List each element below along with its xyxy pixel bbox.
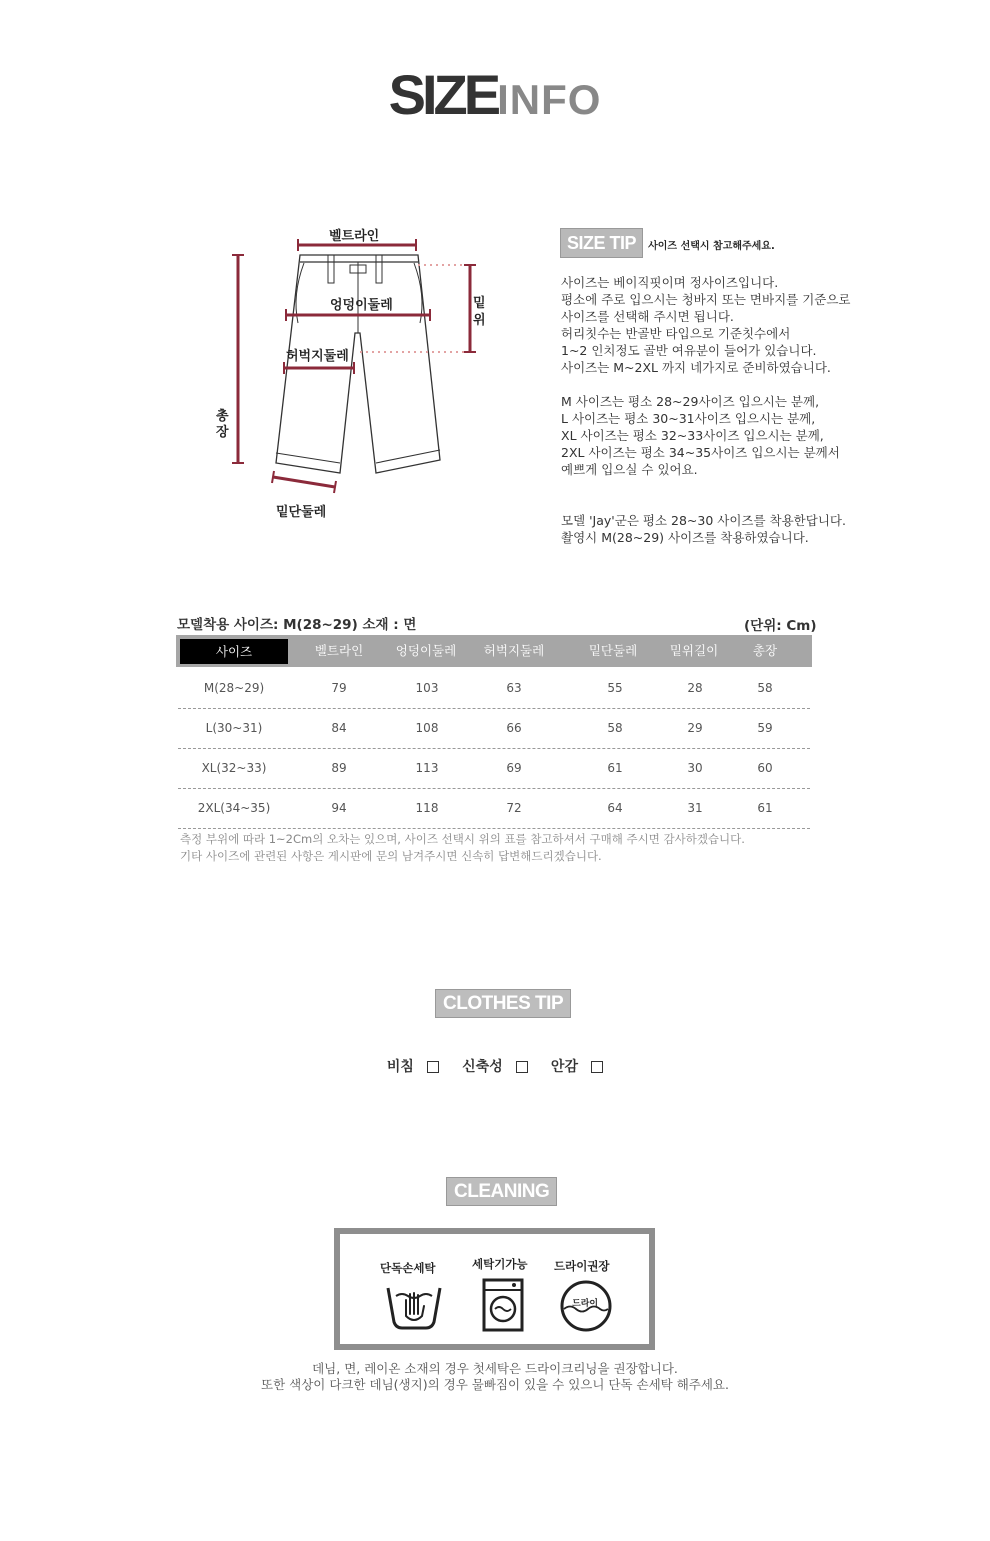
option-stretch-checkbox[interactable] xyxy=(516,1061,528,1073)
length-label-2: 장 xyxy=(216,425,229,440)
hem-label: 밑단둘레 xyxy=(276,505,327,520)
size-tip-line: 모델 'Jay'군은 평소 28~30 사이즈를 착용한답니다. xyxy=(561,513,846,528)
size-info-title xyxy=(0,62,990,127)
cleaning-symbols-box xyxy=(334,1228,655,1350)
table-cell-value: 61 xyxy=(757,801,773,815)
table-cell-value: 108 xyxy=(415,721,439,735)
size-tip-badge: SIZE TIP xyxy=(560,228,643,258)
table-cell-value: 64 xyxy=(607,801,623,815)
table-cell-value: 61 xyxy=(607,761,623,775)
table-cell-value: 31 xyxy=(687,801,703,815)
unit-caption: (단위: Cm) xyxy=(744,618,817,634)
table-cell-value: 55 xyxy=(607,681,623,695)
dry-clean-label: 드라이권장 xyxy=(554,1259,610,1273)
table-cell-value: 60 xyxy=(757,761,773,775)
belt-line-label: 벨트라인 xyxy=(329,229,380,244)
option-lining-label: 안감 xyxy=(550,1059,578,1075)
title-size: SIZE xyxy=(388,63,498,126)
size-tip-line: 사이즈는 베이직핏이며 정사이즈입니다. xyxy=(561,275,779,290)
table-cell-value: 69 xyxy=(506,761,522,775)
thigh-label: 허벅지둘레 xyxy=(286,349,349,364)
table-cell-value: 79 xyxy=(331,681,347,695)
option-lining-checkbox[interactable] xyxy=(591,1061,603,1073)
hand-wash-icon xyxy=(384,1280,444,1332)
size-tip-line: 1~2 인치정도 골반 여유분이 들어가 있습니다. xyxy=(561,343,817,358)
size-tip-line xyxy=(561,478,851,495)
size-table-header xyxy=(176,635,812,667)
size-tip-line xyxy=(561,376,851,393)
size-tip-header xyxy=(560,233,775,254)
table-cell-value: 58 xyxy=(757,681,773,695)
table-cell-value: 89 xyxy=(331,761,347,775)
size-tip-note: 사이즈 선택시 참고해주세요. xyxy=(648,241,775,252)
table-cell-value: 94 xyxy=(331,801,347,815)
size-tip-line: 예쁘게 입으실 수 있어요. xyxy=(561,462,698,477)
header-belt-line: 벨트라인 xyxy=(314,643,364,658)
size-tip-line: 촬영시 M(28~29) 사이즈를 착용하였습니다. xyxy=(561,530,809,545)
table-cell-value: 118 xyxy=(415,801,439,815)
table-cell-value: 72 xyxy=(506,801,522,815)
size-tip-body xyxy=(561,274,851,546)
table-footnote-1: 측정 부위에 따라 1~2Cm의 오차는 있으며, 사이즈 선택시 위의 표를 참고하셔서 구매해 주시면 감사하겠습니다. xyxy=(180,832,745,846)
option-stretch-label: 신축성 xyxy=(462,1059,503,1075)
pants-measurement-diagram xyxy=(200,215,510,535)
table-cell-value: 58 xyxy=(607,721,623,735)
hand-wash-label: 단독손세탁 xyxy=(380,1261,436,1275)
table-row xyxy=(178,668,810,709)
size-tip-line: 평소에 주로 입으시는 청바지 또는 면바지를 기준으로 xyxy=(561,292,851,307)
header-rise: 밑위길이 xyxy=(669,643,719,658)
title-info: INFO xyxy=(497,76,602,123)
header-thigh: 허벅지둘레 xyxy=(483,643,545,658)
table-cell-size: 2XL(34~35) xyxy=(197,801,271,815)
machine-wash-label: 세탁기가능 xyxy=(472,1257,528,1271)
header-length: 총장 xyxy=(752,643,778,658)
header-hem: 밑단둘레 xyxy=(588,643,638,658)
table-cell-value: 103 xyxy=(415,681,439,695)
table-cell-value: 113 xyxy=(415,761,439,775)
table-row xyxy=(178,788,810,829)
table-cell-value: 30 xyxy=(687,761,703,775)
clothes-tip-badge: CLOTHES TIP xyxy=(435,989,571,1018)
length-label-1: 총 xyxy=(216,409,229,424)
table-cell-value: 28 xyxy=(687,681,703,695)
rise-label-1: 밑 xyxy=(473,296,486,311)
size-tip-line: L 사이즈는 평소 30~31사이즈 입으시는 분께, xyxy=(561,411,816,426)
table-cell-value: 63 xyxy=(506,681,522,695)
size-tip-line: 2XL 사이즈는 평소 34~35사이즈 입으시는 분께서 xyxy=(561,445,840,460)
washing-machine-icon xyxy=(480,1276,526,1334)
size-tip-line xyxy=(561,495,851,512)
size-tip-line: 사이즈를 선택해 주시면 됩니다. xyxy=(561,309,734,324)
table-row xyxy=(178,748,810,789)
table-footnote-2: 기타 사이즈에 관련된 사항은 게시판에 문의 남겨주시면 신속히 답변해드리겠습니다. xyxy=(180,849,602,863)
size-tip-line: XL 사이즈는 평소 32~33사이즈 입으시는 분께, xyxy=(561,428,824,443)
table-cell-value: 59 xyxy=(757,721,773,735)
table-cell-value: 84 xyxy=(331,721,347,735)
option-sheer-label: 비침 xyxy=(386,1059,414,1075)
table-cell-value: 29 xyxy=(687,721,703,735)
pants-illustration xyxy=(200,215,510,535)
header-size: 사이즈 xyxy=(180,639,288,664)
table-cell-size: XL(32~33) xyxy=(201,761,267,775)
model-size-caption: 모델착용 사이즈: M(28~29) 소재 : 면 xyxy=(177,617,417,633)
clothes-tip-options xyxy=(0,1056,990,1076)
cleaning-badge-wrap xyxy=(446,1181,557,1203)
option-sheer-checkbox[interactable] xyxy=(427,1061,439,1073)
hip-label: 엉덩이둘레 xyxy=(330,298,393,313)
dry-clean-icon-text: 드라이 xyxy=(572,1299,599,1309)
cleaning-badge: CLEANING xyxy=(446,1177,557,1206)
table-cell-value: 66 xyxy=(506,721,522,735)
cleaning-note-2: 또한 색상이 다크한 데님(생지)의 경우 물빠짐이 있을 수 있으니 단독 손세탁 해주세요. xyxy=(261,1377,729,1392)
size-tip-line: 허리칫수는 반골반 타입으로 기준칫수에서 xyxy=(561,326,791,341)
rise-label-2: 위 xyxy=(473,313,486,328)
cleaning-note-1: 데님, 면, 레이온 소재의 경우 첫세탁은 드라이크리닝을 권장합니다. xyxy=(312,1361,678,1376)
size-tip-line: 사이즈는 M~2XL 까지 네가지로 준비하였습니다. xyxy=(561,360,831,375)
table-cell-size: L(30~31) xyxy=(205,721,263,735)
size-tip-line: M 사이즈는 평소 28~29사이즈 입으시는 분께, xyxy=(561,394,820,409)
table-cell-size: M(28~29) xyxy=(203,681,265,695)
header-hip: 엉덩이둘레 xyxy=(395,643,457,658)
clothes-tip-badge-wrap xyxy=(435,993,571,1015)
table-row xyxy=(178,708,810,749)
